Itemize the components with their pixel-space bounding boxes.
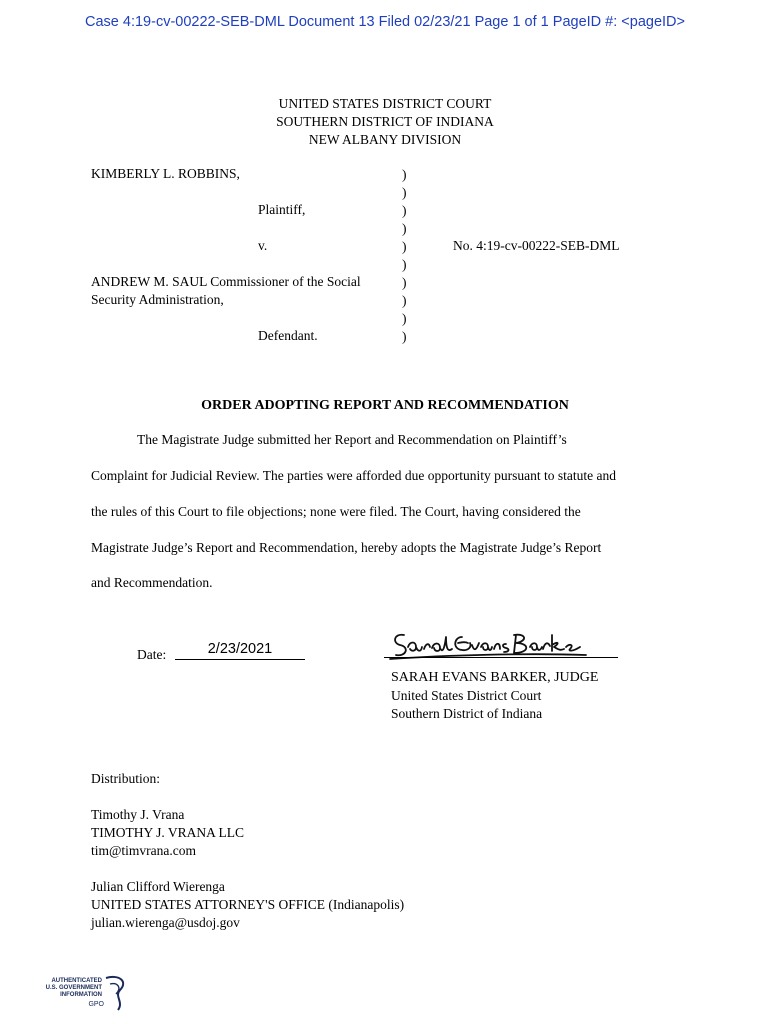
- judge-signature: [388, 625, 588, 665]
- court-line-1: UNITED STATES DISTRICT COURT: [278, 96, 492, 111]
- caption-paren: ): [402, 329, 407, 344]
- recipient-email: tim@timvrana.com: [91, 843, 197, 858]
- case-number: No. 4:19-cv-00222-SEB-DML: [453, 238, 620, 253]
- judge-name: SARAH EVANS BARKER, JUDGE: [391, 670, 599, 685]
- caption-paren: ): [402, 203, 407, 218]
- date-value: 2/23/2021: [207, 641, 273, 657]
- recipient-org: UNITED STATES ATTORNEY'S OFFICE (Indianapolis): [91, 897, 405, 912]
- recipient-email: julian.wierenga@usdoj.gov: [91, 915, 240, 930]
- court-heading: [0, 95, 770, 149]
- date-label: Date:: [137, 647, 167, 662]
- recipient-name: Timothy J. Vrana: [91, 807, 185, 822]
- gpo-seal-icon: [44, 972, 134, 1016]
- caption-paren: ): [402, 167, 407, 182]
- caption-paren: ): [402, 185, 407, 200]
- recipient-name: Julian Clifford Wierenga: [91, 879, 225, 894]
- order-body-line: The Magistrate Judge submitted her Report and Recommendation on Plaintiff’s: [137, 432, 567, 447]
- judge-court-line-2: Southern District of Indiana: [391, 706, 543, 721]
- caption-paren: ): [402, 293, 407, 308]
- gpo-seal-line-1: AUTHENTICATED: [51, 978, 102, 984]
- order-title: ORDER ADOPTING REPORT AND RECOMMENDATION: [201, 398, 569, 413]
- signature-text: Sarah Evans Barker: [388, 625, 396, 626]
- versus: v.: [258, 238, 268, 253]
- gpo-seal-mark: GPO: [88, 1001, 104, 1008]
- caption-paren: ): [402, 239, 407, 254]
- order-body-line: Complaint for Judicial Review. The parties were afforded due opportunity pursuant to statute and: [91, 468, 616, 483]
- caption-paren: ): [402, 257, 407, 272]
- gpo-seal-line-3: INFORMATION: [60, 992, 102, 998]
- caption-paren: ): [402, 275, 407, 290]
- signature-line: [384, 657, 618, 658]
- gpo-seal-line-2: U.S. GOVERNMENT: [45, 985, 102, 991]
- judge-court-line-1: United States District Court: [391, 688, 542, 703]
- recipient-org: TIMOTHY J. VRANA LLC: [91, 825, 245, 840]
- distribution-label: Distribution:: [91, 771, 161, 786]
- court-line-3: NEW ALBANY DIVISION: [308, 132, 462, 147]
- date-line: [175, 659, 305, 660]
- court-line-2: SOUTHERN DISTRICT OF INDIANA: [276, 114, 494, 129]
- order-body-line: and Recommendation.: [91, 575, 213, 590]
- caption-paren: ): [402, 311, 407, 326]
- defendant-role: Defendant.: [258, 328, 318, 343]
- order-body-line: the rules of this Court to file objections; none were filed. The Court, having considered the: [91, 504, 581, 519]
- order-body-line: Magistrate Judge’s Report and Recommendation, hereby adopts the Magistrate Judge’s Report: [91, 540, 602, 555]
- plaintiff-role: Plaintiff,: [258, 202, 306, 217]
- plaintiff-name: KIMBERLY L. ROBBINS,: [91, 166, 240, 181]
- case-header-stamp: Case 4:19-cv-00222-SEB-DML Document 13 Filed 02/23/21 Page 1 of 1 PageID #: <pageID>: [85, 14, 685, 30]
- caption-paren: ): [402, 221, 407, 236]
- defendant-name-line-1: ANDREW M. SAUL Commissioner of the Social: [91, 274, 361, 289]
- defendant-name-line-2: Security Administration,: [91, 292, 224, 307]
